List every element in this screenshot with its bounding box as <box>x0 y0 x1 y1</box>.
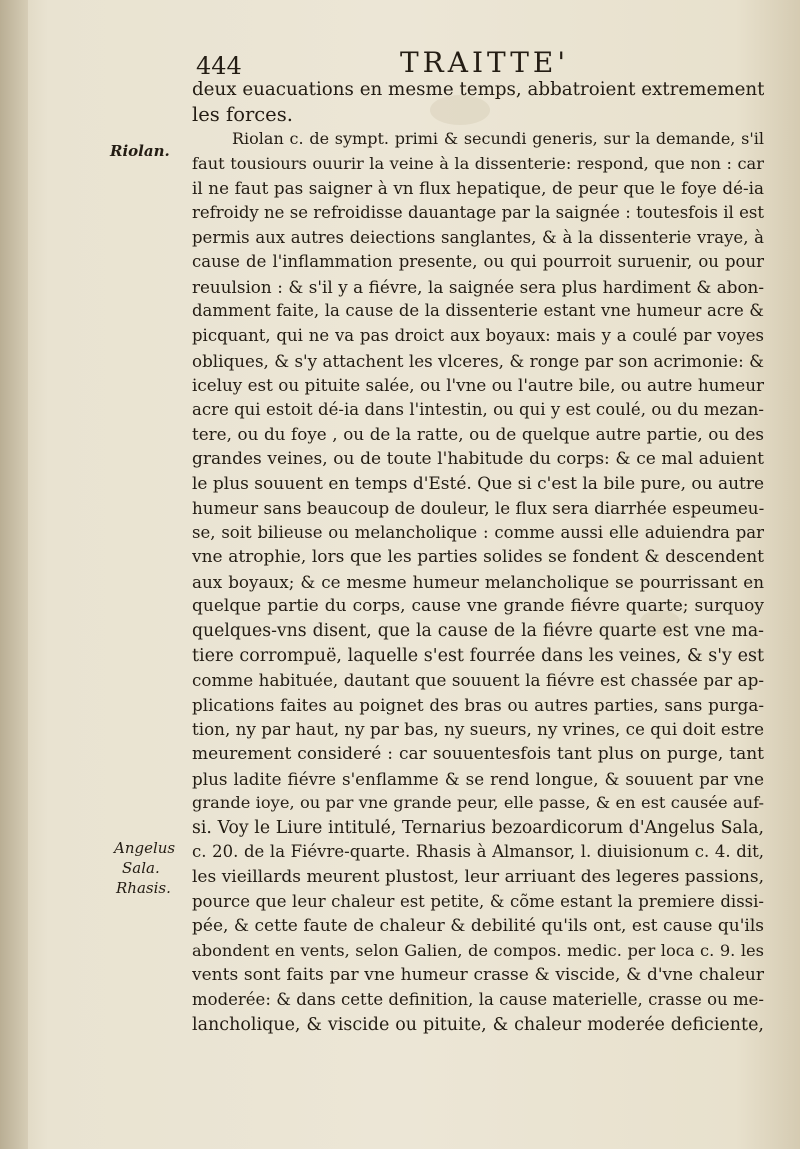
text-line: le plus souuent en temps d'Esté. Que si c'est la bile pure, ou autre <box>192 473 764 494</box>
text-line: il ne faut pas saigner à vn flux hepatique, de peur que le foye dé-ia <box>192 178 764 199</box>
text-line: se, soit bilieuse ou melancholique : comme aussi elle aduiendra par <box>192 522 764 542</box>
text-line: iceluy est ou pituite salée, ou l'vne ou l'autre bile, ou autre humeur <box>192 375 764 396</box>
text-line: abondent en vents, selon Galien, de compos. medic. per loca c. 9. les <box>192 940 764 960</box>
text-line: quelque partie du corps, cause vne grande fiévre quarte; surquoy <box>192 596 764 617</box>
text-line: acre qui estoit dé-ia dans l'intestin, ou qui y est coulé, ou du mezan- <box>192 399 764 419</box>
text-line: permis aux autres deiections sanglantes, & à la dissenterie vraye, à <box>192 227 764 247</box>
text-line: tere, ou du foye , ou de la ratte, ou de quelque autre partie, ou des <box>192 424 764 445</box>
text-line: cause de l'inflammation presente, ou qui pourroit suruenir, ou pour <box>192 252 764 272</box>
margin-note-sala: Sala. <box>122 859 160 877</box>
text-line: faut tousiours ouurir la veine à la dissenterie: respond, que non : car <box>192 153 764 173</box>
text-line: tion, ny par haut, ny par bas, ny sueurs, ny vrines, ce qui doit estre <box>192 719 764 740</box>
text-line: pée, & cette faute de chaleur & debilité qu'ils ont, est cause qu'ils <box>192 916 764 937</box>
text-line: moderée: & dans cette definition, la cause materielle, crasse ou me- <box>192 989 764 1009</box>
text-line: refroidy ne se refroidisse dauantage par la saignée : toutesfois il est <box>192 202 764 222</box>
page-gutter <box>0 0 28 1149</box>
margin-note-riolan: Riolan. <box>110 142 170 160</box>
text-line: Riolan c. de sympt. primi & secundi generis, sur la demande, s'il <box>232 129 764 149</box>
text-line: vne atrophie, lors que les parties solides se fondent & descendent <box>192 547 764 568</box>
margin-note-angelus: Angelus <box>114 839 176 857</box>
margin-note-rhasis: Rhasis. <box>116 879 171 897</box>
text-line: lancholique, & viscide ou pituite, & chaleur moderée deficiente, <box>192 1014 764 1035</box>
body-text <box>192 78 764 1037</box>
text-line: grande ioye, ou par vne grande peur, elle passe, & en est causée auf- <box>192 793 764 813</box>
text-line: humeur sans beaucoup de douleur, le flux sera diarrhée espeumeu- <box>192 498 764 519</box>
text-line: les vieillards meurent plustost, leur arriuant des legeres passions, <box>192 867 764 887</box>
text-line: vents sont faits par vne humeur crasse & viscide, & d'vne chaleur <box>192 965 764 986</box>
text-line: pource que leur chaleur est petite, & cõme estant la premiere dissi- <box>192 891 764 911</box>
text-line: plus ladite fiévre s'enflamme & se rend longue, & souuent par vne <box>192 768 764 789</box>
text-line: comme habituée, dautant que souuent la fiévre est chassée par ap- <box>192 670 764 691</box>
text-line: plications faites au poignet des bras ou autres parties, sans purga- <box>192 694 764 715</box>
text-line: aux boyaux; & ce mesme humeur melancholique se pourrissant en <box>192 571 764 592</box>
text-line: damment faite, la cause de la dissenterie estant vne humeur acre & <box>192 301 764 321</box>
text-line: reuulsion : & s'il y a fiévre, la saignée sera plus hardiment & abon- <box>192 276 764 297</box>
text-line: les forces. <box>192 102 293 126</box>
running-title: TRAITTE' <box>400 46 570 79</box>
text-line: grandes veines, ou de toute l'habitude du corps: & ce mal aduient <box>192 448 764 469</box>
text-line: deux euacuations en mesme temps, abbatroient extremement <box>192 79 764 100</box>
page-number: 444 <box>196 52 242 80</box>
text-line: c. 20. de la Fiévre-quarte. Rhasis à Almansor, l. diuisionum c. 4. dit, <box>192 842 764 862</box>
text-line: tiere corrompuë, laquelle s'est fourrée dans les veines, & s'y est <box>192 645 764 666</box>
text-line: meurement consideré : car souuentesfois tant plus on purge, tant <box>192 744 764 765</box>
text-line: quelques-vns disent, que la cause de la fiévre quarte est vne ma- <box>192 621 764 642</box>
text-line: obliques, & s'y attachent les vlceres, & ronge par son acrimonie: & <box>192 350 764 371</box>
text-line: picquant, qui ne va pas droict aux boyaux: mais y a coulé par voyes <box>192 325 764 345</box>
text-line: si. Voy le Liure intitulé, Ternarius bezoardicorum d'Angelus Sala, <box>192 817 764 838</box>
